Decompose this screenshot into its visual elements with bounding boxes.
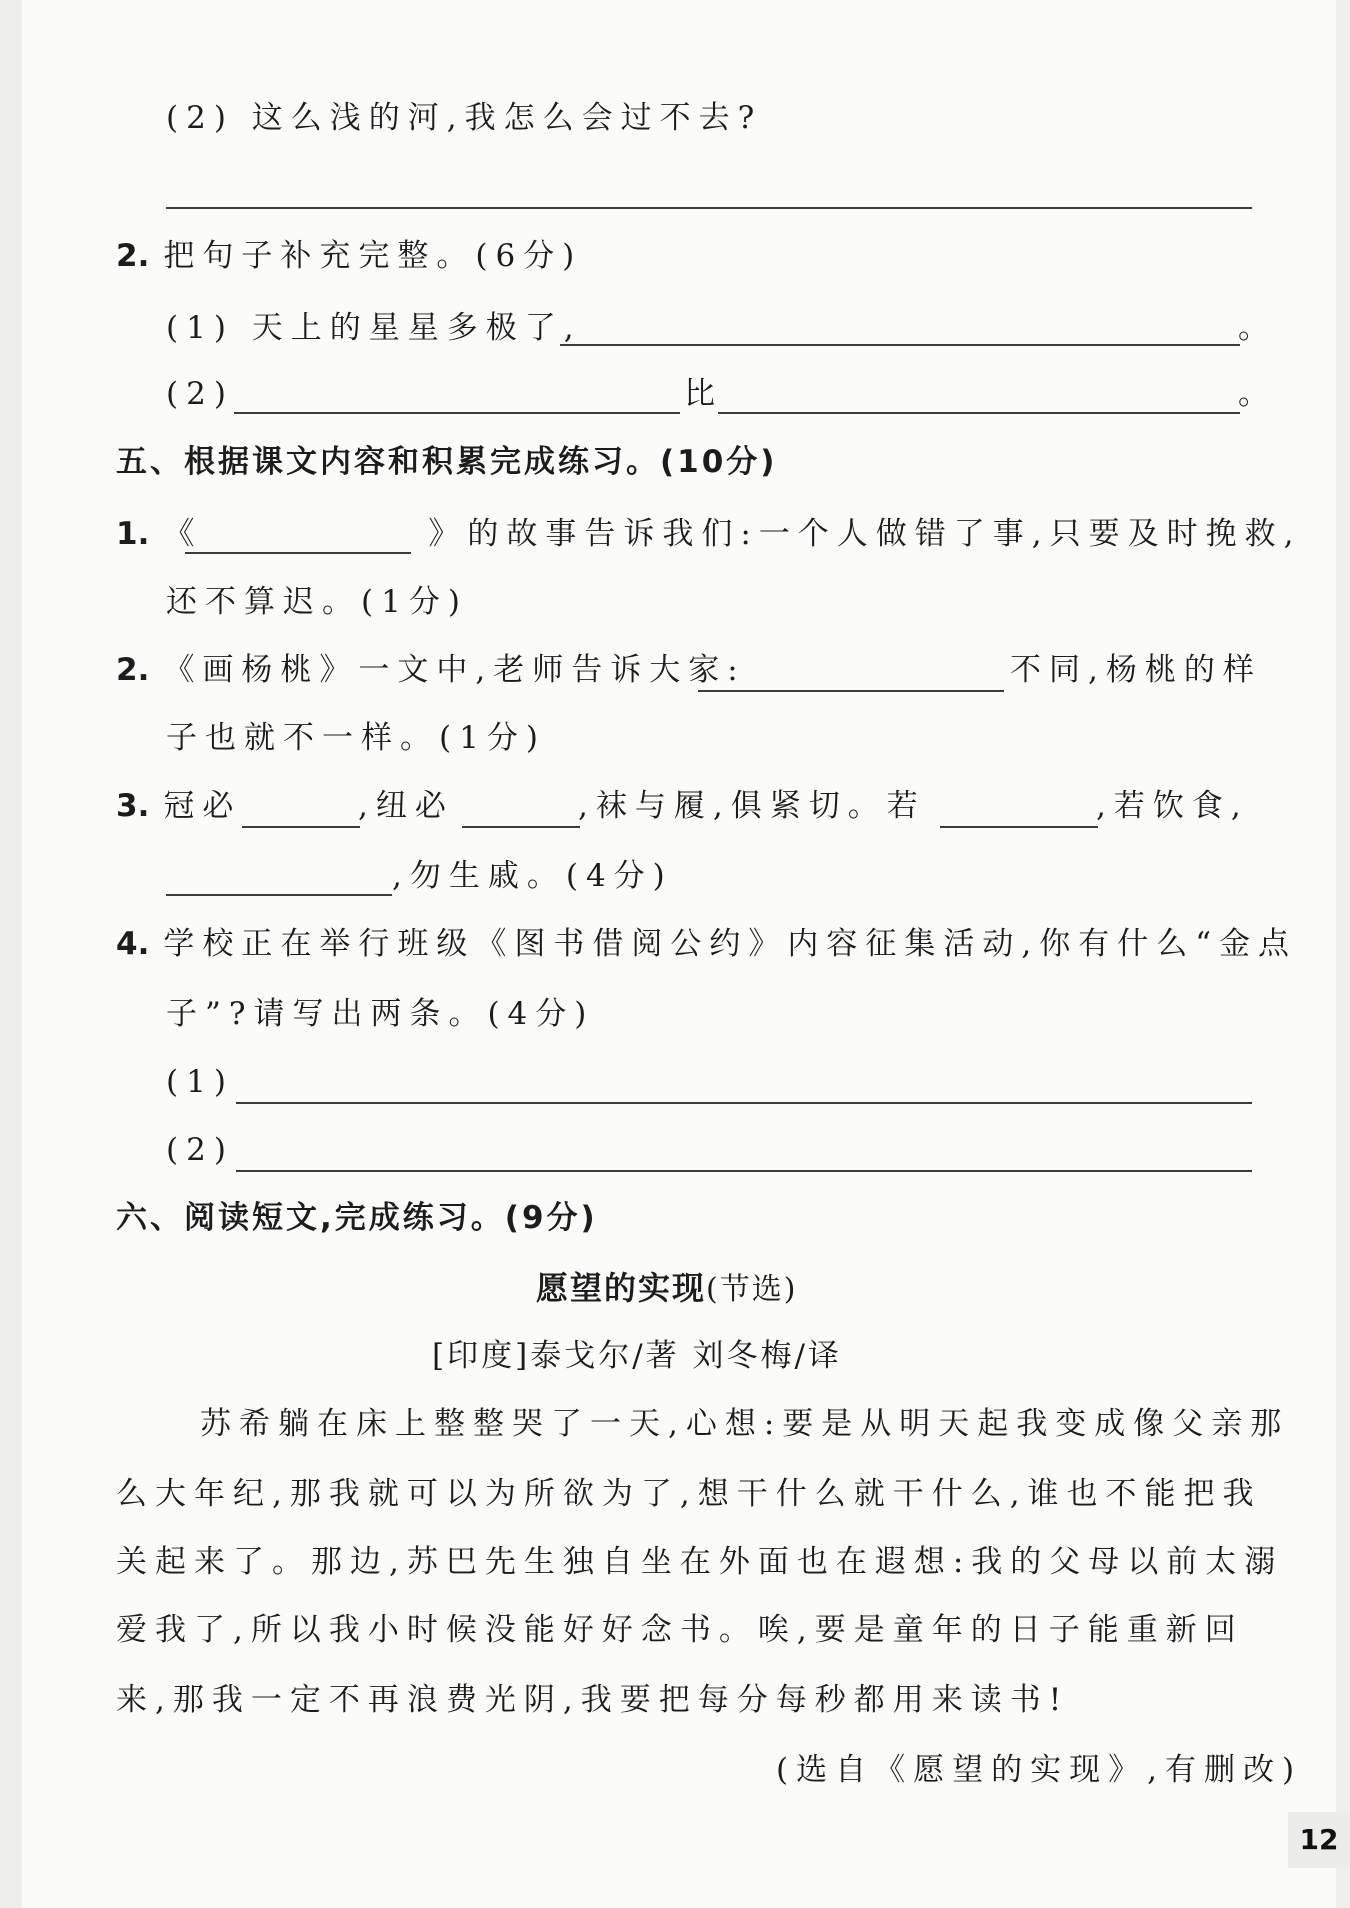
s5-q4-item1: (1)	[166, 1064, 234, 1100]
s5-q3-part2: ,纽必	[358, 788, 454, 824]
page-number: 12	[1288, 1812, 1350, 1868]
s5-q4-line1: 4. 学校正在举行班级《图书借阅公约》内容征集活动,你有什么“金点	[116, 926, 1298, 962]
s5-q2-tail: 不同,杨桃的样	[1010, 652, 1262, 688]
s5-q3-part4: ,若饮食,	[1096, 788, 1249, 824]
question-number: 2.	[116, 238, 150, 274]
passage-title-note: (节选)	[706, 1272, 798, 1307]
answer-blank[interactable]	[234, 412, 680, 414]
period: 。	[1238, 376, 1277, 412]
answer-blank[interactable]	[560, 344, 1240, 346]
s5-q2-line1: 2. 《画杨桃》一文中,老师告诉大家:	[116, 652, 746, 688]
q4-2-item1-label: (1) 天上的星星多极了,	[166, 310, 582, 346]
compare-word: 比	[684, 376, 723, 412]
scan-edge-right	[1336, 0, 1350, 1908]
question-number: 2.	[116, 652, 150, 688]
answer-line[interactable]	[236, 1170, 1252, 1172]
s5-q3-label: 3. 冠必	[116, 788, 242, 824]
answer-blank[interactable]	[718, 412, 1240, 414]
question-number: 4.	[116, 926, 150, 962]
s5-q3-part3: ,袜与履,俱紧切。若	[578, 788, 926, 824]
passage-title: 愿望的实现(节选)	[536, 1269, 798, 1307]
answer-blank[interactable]	[940, 826, 1098, 828]
passage-line: 苏希躺在床上整整哭了一天,心想:要是从明天起我变成像父亲那	[200, 1406, 1290, 1442]
s5-q3-line2: ,勿生戚。(4分)	[392, 858, 673, 894]
passage-author: [印度]泰戈尔/著 刘冬梅/译	[432, 1338, 842, 1374]
answer-blank[interactable]	[166, 894, 392, 896]
question-number: 1.	[116, 516, 150, 552]
q4-2-heading	[116, 236, 582, 276]
answer-blank[interactable]	[242, 826, 360, 828]
q4-2-item2-label: (2)	[166, 376, 234, 412]
s5-q4-line2: 子”?请写出两条。(4分)	[166, 996, 595, 1032]
answer-blank[interactable]	[698, 690, 1004, 692]
passage-line: 爱我了,所以我小时候没能好好念书。唉,要是童年的日子能重新回	[116, 1612, 1244, 1648]
answer-line[interactable]	[236, 1102, 1252, 1104]
q4-1-item2-text: (2) 这么浅的河,我怎么会过不去?	[166, 100, 763, 136]
question-text: 把句子补充完整。(6分)	[163, 238, 583, 274]
passage-source: (选自《愿望的实现》,有删改)	[776, 1752, 1303, 1788]
answer-line[interactable]	[166, 207, 1252, 209]
section-6-heading: 六、阅读短文,完成练习。(9分)	[116, 1200, 598, 1236]
passage-line: 来,那我一定不再浪费光阴,我要把每分每秒都用来读书!	[116, 1682, 1070, 1718]
passage-line: 么大年纪,那我就可以为所欲为了,想干什么就干什么,谁也不能把我	[116, 1476, 1262, 1512]
period: 。	[1238, 310, 1277, 346]
scan-edge-left	[0, 0, 22, 1908]
section-5-heading: 五、根据课文内容和积累完成练习。(10分)	[116, 444, 778, 480]
s5-q1-line1: 1. 《 》的故事告诉我们:一个人做错了事,只要及时挽救,	[116, 516, 1302, 552]
question-number: 3.	[116, 788, 150, 824]
s5-q4-item2: (2)	[166, 1132, 234, 1168]
s5-q2-line2: 子也就不一样。(1分)	[166, 720, 546, 756]
passage-line: 关起来了。那边,苏巴先生独自坐在外面也在遐想:我的父母以前太溺	[116, 1544, 1284, 1580]
answer-blank[interactable]	[462, 826, 580, 828]
answer-blank[interactable]	[185, 552, 411, 554]
s5-q1-line2: 还不算迟。(1分)	[166, 584, 468, 620]
